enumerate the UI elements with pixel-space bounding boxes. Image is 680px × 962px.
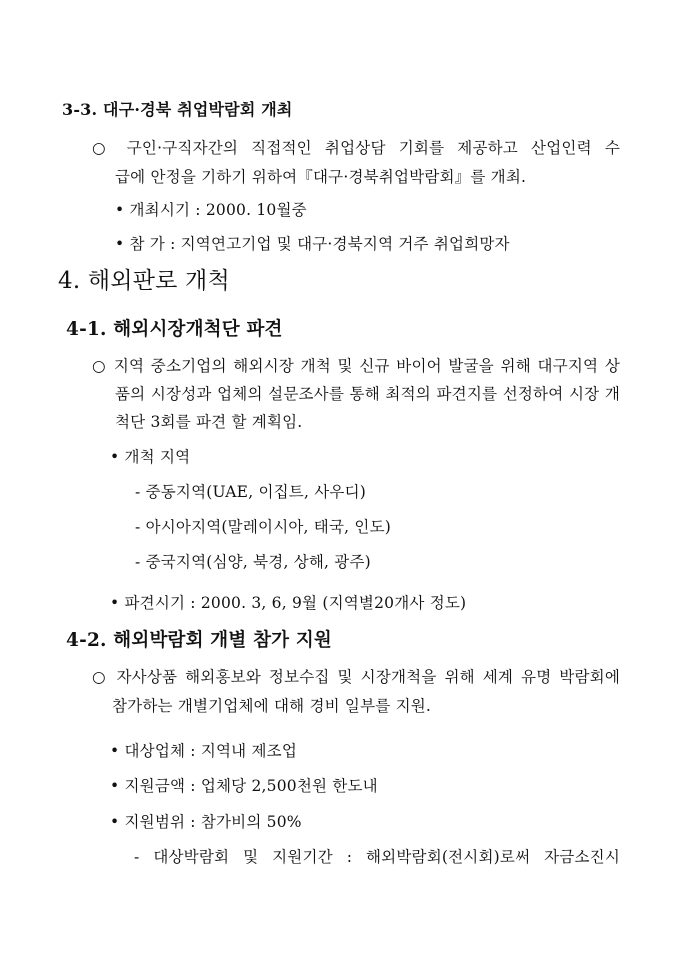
- bullet-item: • 참 가 : 지역연고기업 및 대구·경북지역 거주 취업희망자: [115, 235, 510, 253]
- dash-item: - 아시아지역(말레이시아, 태국, 인도): [135, 518, 391, 536]
- section-heading-4-2: 4-2. 해외박람회 개별 참가 지원: [66, 630, 333, 651]
- section-heading-4: 4. 해외판로 개척: [58, 268, 230, 294]
- dash-item: - 중동지역(UAE, 이집트, 사우디): [135, 483, 366, 501]
- section-heading-4-1: 4-1. 해외시장개척단 파견: [66, 319, 283, 340]
- paragraph-line: ○ 구인·구직자간의 직접적인 취업상담 기회를 제공하고 산업인력 수: [92, 139, 620, 157]
- section-heading-3-3: 3-3. 대구·경북 취업박람회 개최: [62, 100, 293, 119]
- bullet-item: • 파견시기 : 2000. 3, 6, 9월 (지역별20개사 정도): [110, 594, 467, 612]
- bullet-item: • 대상업체 : 지역내 제조업: [110, 742, 298, 760]
- paragraph-line: 급에 안정을 기하기 위하여『대구·경북취업박람회』를 개최.: [115, 168, 527, 186]
- dash-item: - 중국지역(심양, 북경, 상해, 광주): [135, 553, 371, 571]
- paragraph-line: 품의 시장성과 업체의 설문조사를 통해 최적의 파견지를 선정하여 시장 개: [115, 385, 620, 403]
- bullet-item: • 개척 지역: [110, 448, 191, 466]
- paragraph-line: 참가하는 개별기업체에 대해 경비 일부를 지원.: [112, 697, 432, 715]
- bullet-item: • 지원금액 : 업체당 2,500천원 한도내: [110, 777, 378, 795]
- paragraph-line: ○ 자사상품 해외홍보와 정보수집 및 시장개척을 위해 세계 유명 박람회에: [92, 668, 620, 686]
- dash-item: - 대상박람회 및 지원기간 : 해외박람회(전시회)로써 자금소진시: [134, 848, 620, 866]
- paragraph-line: ○ 지역 중소기업의 해외시장 개척 및 신규 바이어 발굴을 위해 대구지역 상: [92, 357, 620, 375]
- bullet-item: • 개최시기 : 2000. 10월중: [115, 201, 307, 219]
- paragraph-line: 척단 3회를 파견 할 계획임.: [115, 413, 303, 431]
- bullet-item: • 지원범위 : 참가비의 50%: [110, 813, 302, 831]
